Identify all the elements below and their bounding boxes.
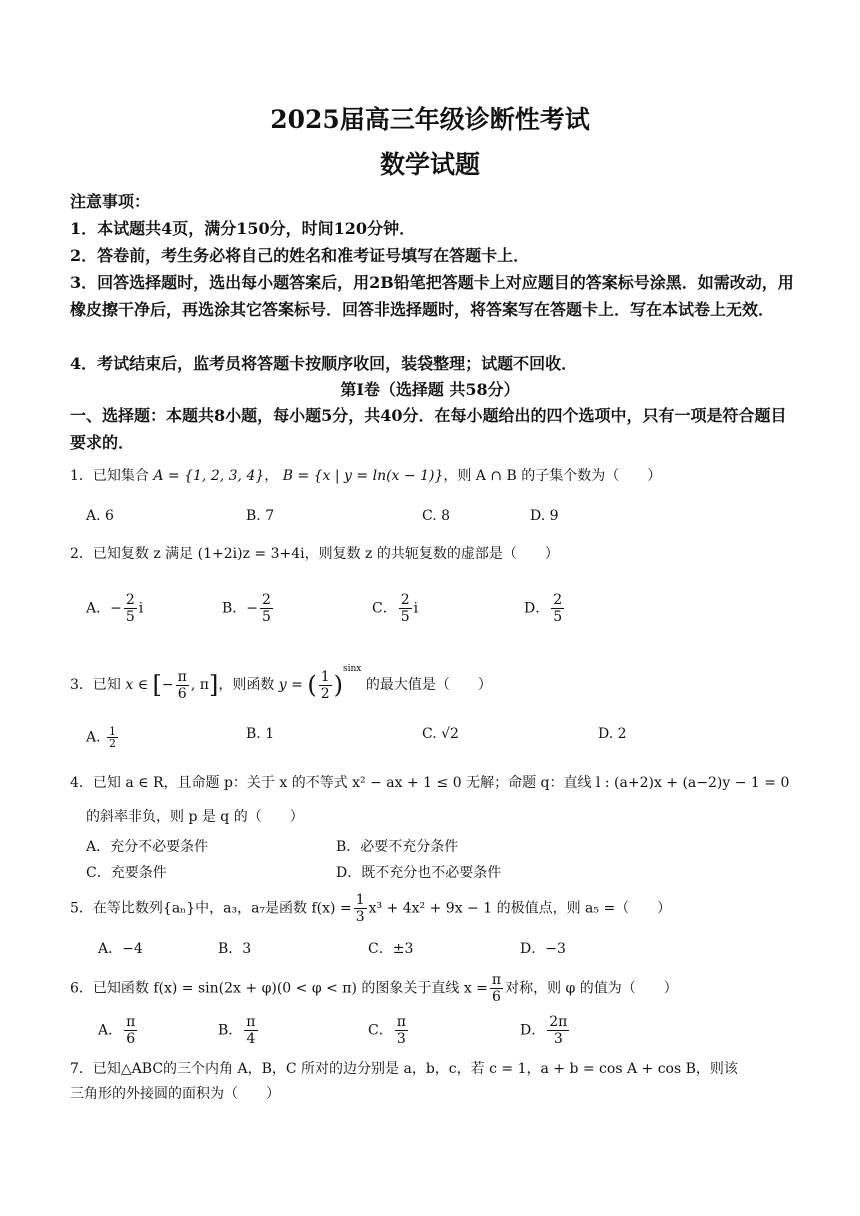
question-4-line-2: 的斜率非负，则 p 是 q 的（ ） (86, 809, 304, 825)
q2-option-b[interactable]: B．− $\frac{2}{5}$ (222, 592, 271, 625)
q5-option-d[interactable]: D．−3 (520, 941, 566, 957)
notice-item-3: 3．回答选择题时，选出每小题答案后，用2B铅笔把答题卡上对应题目的答案标号涂黑．如需改动，用橡皮擦干净后，再选涂其它答案标号．回答非选择题时，将答案写在答题卡上．写在本试卷上无效． (70, 273, 794, 319)
q1-set-a: A = {1, 2, 3, 4} (153, 468, 265, 484)
q4-options-row-2 (86, 862, 806, 886)
exam-subtitle: 数学试题 (379, 150, 480, 179)
q4-option-b[interactable]: B．必要不充分条件 (336, 839, 459, 855)
q4-option-c[interactable]: C．充要条件 (86, 865, 167, 881)
q6-option-a[interactable]: A． $\frac{\pi}{6}$ (98, 1014, 136, 1047)
q2-options (86, 592, 806, 632)
q4-option-d[interactable]: D．既不充分也不必要条件 (336, 865, 502, 881)
q4-option-a[interactable]: A．充分不必要条件 (86, 839, 209, 855)
q5-option-a[interactable]: A．−4 (98, 941, 143, 957)
section-intro: 一、选择题：本题共8小题，每小题5分，共40分．在每小题给出的四个选项中，只有一项是符合题目要求的． (70, 406, 787, 452)
question-2: 2．已知复数 z 满足 (1+2i)z = 3+4i，则复数 z 的共轭复数的虚部是（ ） (70, 546, 559, 562)
question-5: 5．在等比数列{aₙ}中，a₃，a₇是函数 f(x) = $\frac{1}{3}$ x³ + 4x² + 9x − 1 的极值点，则 a₅ =（ ） (70, 892, 672, 925)
notice-item-4: 4．考试结束后，监考员将答题卡按顺序收回，装袋整理；试题不回收． (70, 354, 578, 373)
question-7-line-1: 7．已知△ABC的三个内角 A，B，C 所对的边分别是 a，b，c，若 c = 1，a + b = cos A + cos B，则该 (70, 1061, 738, 1077)
notice-item-2: 2．答卷前，考生务必将自己的姓名和准考证号填写在答题卡上． (70, 246, 530, 265)
q3-option-a[interactable]: A. $\frac{1}{2}$ (86, 725, 117, 750)
question-6: 6．已知函数 f(x) = sin(2x + φ)(0 < φ < π) 的图象关于直线 x = $\frac{\pi}{6}$ 对称，则 φ 的值为（ ） (70, 972, 678, 1005)
q4-options-row-1 (86, 836, 806, 860)
section-title: 第Ⅰ卷（选择题 共58分） (340, 380, 520, 399)
q1-options (86, 508, 806, 532)
q3-options (86, 726, 806, 756)
q1-set-b: B = {x | y = ln(x − 1)} (282, 468, 444, 484)
q5-options (86, 938, 806, 962)
q3-option-c[interactable]: C. √2 (422, 726, 459, 742)
exam-title: 2025届高三年级诊断性考试 (270, 105, 590, 134)
q2-option-a[interactable]: A．− $\frac{2}{5}$ i (86, 592, 144, 625)
q5-option-c[interactable]: C．±3 (368, 941, 414, 957)
q2-option-c[interactable]: C． $\frac{2}{5}$ i (372, 592, 419, 625)
q6-options (86, 1014, 806, 1054)
q6-option-d[interactable]: D． $\frac{2\pi}{3}$ (520, 1014, 568, 1047)
q3-option-b[interactable]: B. 1 (246, 726, 275, 742)
q2-option-d[interactable]: D． $\frac{2}{5}$ (524, 592, 563, 625)
q1-tail: ，则 A ∩ B 的子集个数为（ ） (443, 468, 662, 484)
question-3: 3．已知 x ∈ [− $\frac{\pi}{6}$ , π]，则函数 y = ( $\frac{1}{2}$ )$^{sinx}$ 的最大值是（ ） (70, 664, 492, 702)
q1-option-d[interactable]: D. 9 (530, 508, 559, 524)
question-7-line-2: 三角形的外接圆的面积为（ ） (70, 1086, 280, 1102)
q1-option-b[interactable]: B. 7 (246, 508, 275, 524)
q1-option-a[interactable]: A. 6 (86, 508, 114, 524)
q1-lead: 1．已知集合 (70, 468, 149, 484)
q6-option-b[interactable]: B． $\frac{\pi}{4}$ (218, 1014, 256, 1047)
q1-option-c[interactable]: C. 8 (422, 508, 451, 524)
notice-heading: 注意事项： (70, 192, 151, 211)
q5-option-b[interactable]: B．3 (218, 941, 252, 957)
q6-option-c[interactable]: C． $\frac{\pi}{3}$ (368, 1014, 406, 1047)
question-4-line-1: 4．已知 a ∈ R，且命题 p：关于 x 的不等式 x² − ax + 1 ≤ 0 无解；命题 q：直线 l : (a+2)x + (a−2)y − 1 = 0 (70, 775, 790, 791)
notice-item-1: 1．本试题共4页，满分150分，时间120分钟． (70, 219, 416, 238)
q3-option-d[interactable]: D. 2 (598, 726, 627, 742)
question-1: 1．已知集合 A = {1, 2, 3, 4}， B = {x | y = ln(x − 1)}，则 A ∩ B 的子集个数为（ ） (70, 468, 662, 484)
